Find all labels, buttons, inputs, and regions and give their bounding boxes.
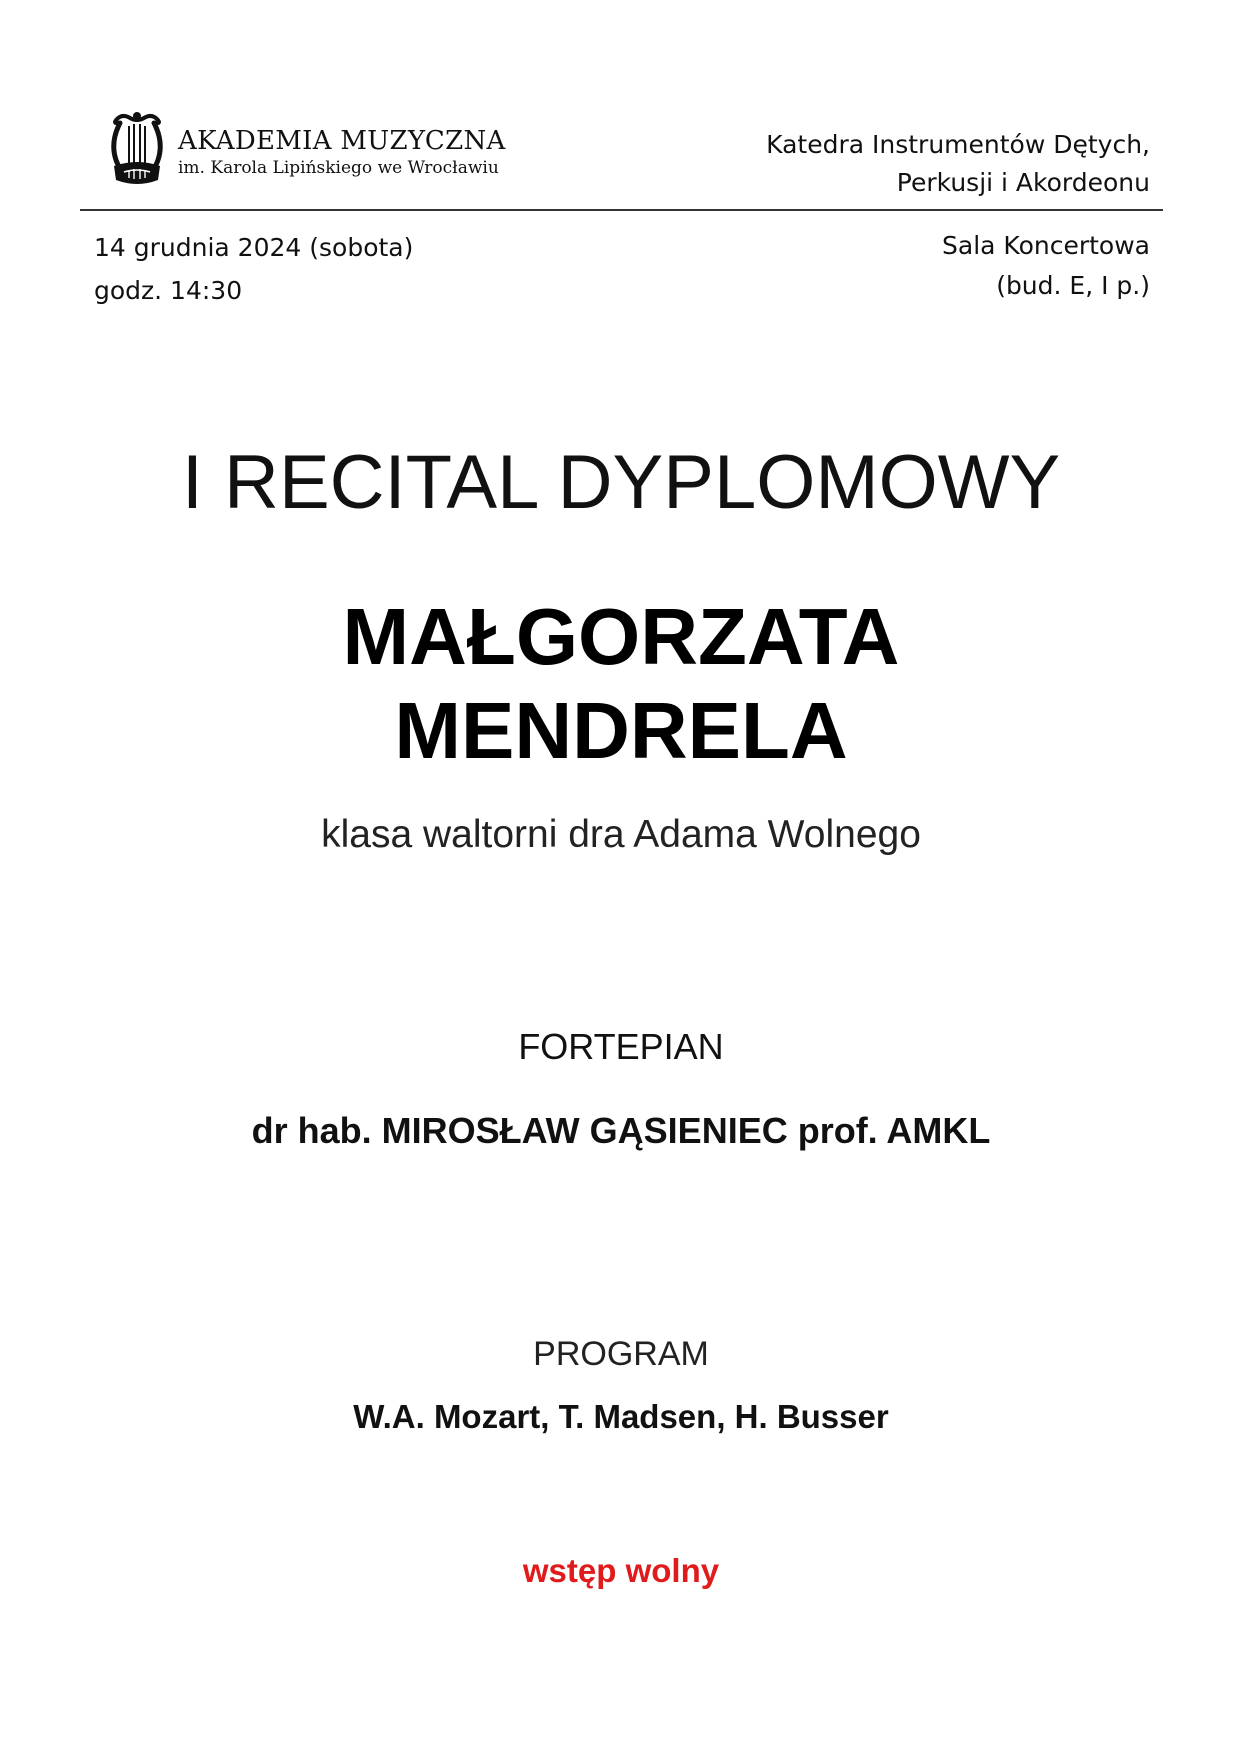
performer-first-name: MAŁGORZATA [342, 592, 900, 681]
date-time-block [94, 226, 413, 312]
program-label: PROGRAM [533, 1335, 709, 1373]
department-line-2: Perkusji i Akordeonu [896, 168, 1150, 197]
department-line-1: Katedra Instrumentów Dętych, [766, 130, 1150, 159]
venue-block [942, 226, 1150, 306]
academy-name: AKADEMIA MUZYCZNA [178, 126, 506, 156]
program-composers: W.A. Mozart, T. Madsen, H. Busser [353, 1398, 889, 1435]
venue-name: Sala Koncertowa [942, 231, 1150, 260]
lyre-icon [108, 110, 166, 188]
department-name [766, 126, 1150, 202]
admission-note: wstęp wolny [522, 1552, 720, 1589]
pianist-name: dr hab. MIROSŁAW GĄSIENIEC prof. AMKL [251, 1110, 991, 1151]
venue-detail: (bud. E, I p.) [996, 271, 1150, 300]
event-date: 14 grudnia 2024 (sobota) [94, 233, 414, 262]
recital-title: I RECITAL DYPLOMOWY [181, 440, 1061, 525]
header-divider [80, 209, 1163, 211]
piano-label: FORTEPIAN [518, 1026, 724, 1067]
event-time: godz. 14:30 [94, 276, 243, 305]
logo-text [178, 126, 506, 179]
performer-name [0, 590, 1242, 778]
academy-logo [108, 110, 506, 188]
academy-subtitle: im. Karola Lipińskiego we Wrocławiu [178, 158, 499, 178]
class-info: klasa waltorni dra Adama Wolnego [321, 813, 921, 856]
performer-last-name: MENDRELA [394, 686, 848, 775]
